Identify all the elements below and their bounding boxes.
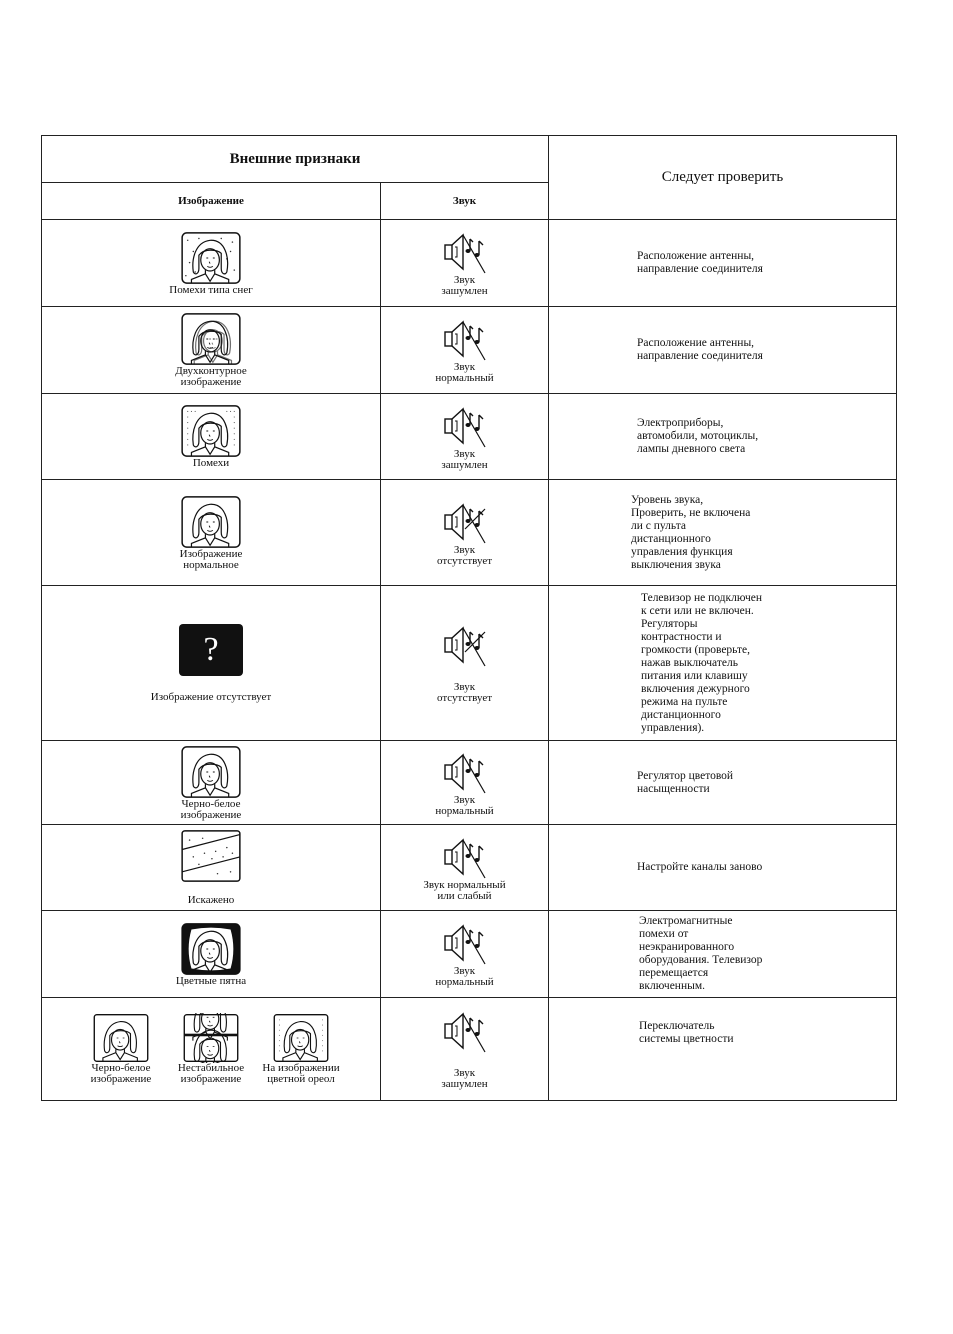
- sound-caption: Звук нормальный: [435, 965, 494, 988]
- speaker-muted-icon: [443, 499, 487, 545]
- tv-distorted-icon: [178, 829, 244, 883]
- image-caption: На изображении цветной ореол: [262, 1062, 340, 1085]
- sound-caption: Звук зашумлен: [441, 274, 488, 297]
- table-row: [42, 307, 897, 394]
- image-caption: Искажено: [187, 894, 235, 906]
- sound-caption: Звук нормальный или слабый: [423, 878, 506, 902]
- table-row: [42, 825, 897, 911]
- table-row: [42, 480, 897, 586]
- speaker-noisy-icon: [443, 403, 487, 449]
- speaker-normal-icon: [443, 920, 487, 966]
- sound-caption: Звук отсутствует: [436, 543, 493, 567]
- sound-caption: Звук зашумлен: [441, 447, 488, 471]
- tv-color-spots-icon: [178, 922, 244, 976]
- speaker-muted-icon: [443, 622, 487, 668]
- check-text: Телевизор не подключен к сети или не включен. Регуляторы контрастности и громкости (проверьте, нажав выключатель питания или клавишу включения дежурного режима на пульте дистанционного управления).: [549, 586, 897, 741]
- image-caption: Двухконтурное изображение: [175, 365, 247, 388]
- check-text: Электромагнитные помехи от неэкранированного оборудования. Телевизор перемещается включенным.: [549, 911, 897, 998]
- tv-ghost-icon: [178, 312, 244, 366]
- tv-unstable-icon: [180, 1013, 242, 1063]
- speaker-normal-icon: [443, 749, 487, 795]
- image-caption: Изображение отсутствует: [150, 690, 272, 703]
- image-caption: Черно-белое изображение: [180, 797, 242, 821]
- check-text: Переключатель системы цветности: [549, 998, 897, 1101]
- check-text: Регулятор цветовой насыщенности: [549, 741, 897, 825]
- header-check: Следует проверить: [549, 136, 897, 220]
- header-image: Изображение: [42, 183, 381, 220]
- tv-black-white-icon: [90, 1013, 152, 1063]
- header-sound: Звук: [381, 183, 549, 220]
- image-caption: Черно-белое изображение: [90, 1062, 152, 1085]
- troubleshooting-table: [41, 135, 897, 1101]
- header-external-signs: Внешние признаки: [42, 136, 549, 183]
- tv-interference-icon: [178, 404, 244, 458]
- check-text: Расположение антенны, направление соединителя: [549, 307, 897, 394]
- sound-caption: Звук отсутствует: [436, 681, 493, 704]
- tv-color-halo-icon: [270, 1013, 332, 1063]
- image-caption: Помехи: [192, 457, 230, 469]
- speaker-normal-icon: [443, 834, 487, 880]
- check-text: Уровень звука, Проверить, не включена ли с пульта дистанционного управления функция выключения звука: [549, 480, 897, 586]
- speaker-normal-icon: [443, 316, 487, 362]
- sound-caption: Звук зашумлен: [441, 1067, 488, 1090]
- image-caption: Нестабильное изображение: [177, 1062, 245, 1085]
- question-mark-icon: ?: [179, 624, 243, 676]
- image-caption: Изображение нормальное: [179, 547, 243, 571]
- table-row: [42, 998, 897, 1101]
- check-text: Расположение антенны, направление соединителя: [549, 220, 897, 307]
- image-caption: Цветные пятна: [175, 974, 247, 987]
- check-text: Настройте каналы заново: [549, 825, 897, 911]
- table-row: [42, 394, 897, 480]
- image-caption: Помехи типа снег: [169, 283, 253, 296]
- tv-snow-icon: [178, 231, 244, 285]
- check-text: Электроприборы, автомобили, мотоциклы, лампы дневного света: [549, 394, 897, 480]
- sound-caption: Звук нормальный: [435, 361, 494, 384]
- tv-normal-icon: [178, 495, 244, 549]
- speaker-noisy-icon: [443, 1008, 487, 1054]
- table-row: [42, 911, 897, 998]
- table-row: [42, 220, 897, 307]
- tv-black-white-icon: [178, 745, 244, 799]
- speaker-noisy-icon: [443, 229, 487, 275]
- sound-caption: Звук нормальный: [435, 793, 494, 817]
- table-row: [42, 741, 897, 825]
- table-row: [42, 586, 897, 741]
